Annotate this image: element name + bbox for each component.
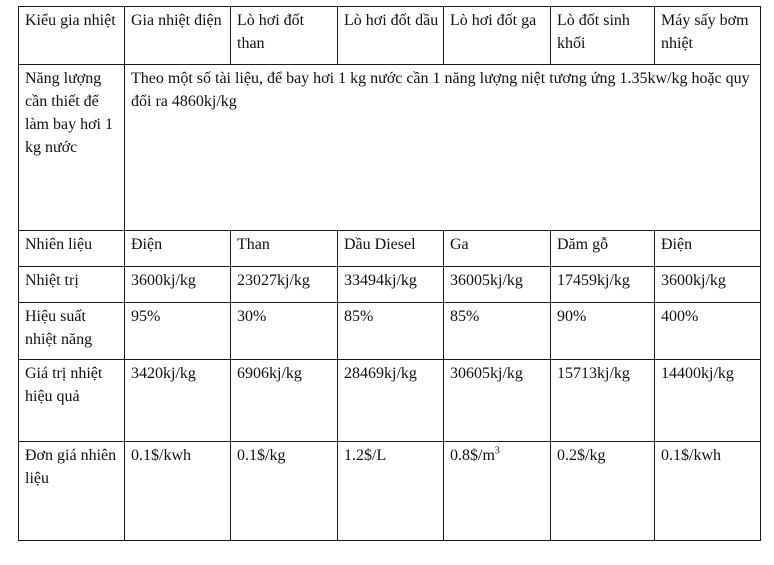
- table-cell: 15713kj/kg: [551, 360, 655, 442]
- row-label-effective-heat: Giá trị nhiệt hiệu quả: [19, 360, 125, 442]
- table-cell: Than: [231, 231, 338, 267]
- table-cell: 3600kj/kg: [125, 267, 231, 303]
- header-cell-coal-boiler: Lò hơi đốt than: [231, 7, 338, 65]
- table-cell: 0.1$/kwh: [655, 442, 761, 541]
- row-label-heating-value: Nhiệt trị: [19, 267, 125, 303]
- table-cell: 3420kj/kg: [125, 360, 231, 442]
- table-cell: 14400kj/kg: [655, 360, 761, 442]
- row-label-fuel: Nhiên liệu: [19, 231, 125, 267]
- gas-price-value: 0.8$/m: [450, 447, 495, 464]
- table-cell: 85%: [338, 303, 444, 360]
- table-cell: 400%: [655, 303, 761, 360]
- row-label-energy-required: Năng lượng cần thiết để làm bay hơi 1 kg nước: [19, 65, 125, 231]
- table-row-fuel: [19, 231, 761, 267]
- table-cell: Ga: [444, 231, 551, 267]
- table-cell: 0.1$/kg: [231, 442, 338, 541]
- header-cell-electric: Gia nhiệt điện: [125, 7, 231, 65]
- table-header-row: [19, 7, 761, 65]
- header-cell-heat-pump: Máy sấy bơm nhiệt: [655, 7, 761, 65]
- table-cell: Dăm gỗ: [551, 231, 655, 267]
- table-cell: [444, 442, 551, 541]
- row-label-fuel-price: Đơn giá nhiên liệu: [19, 442, 125, 541]
- gas-price-unit-exponent: 3: [494, 445, 500, 457]
- table-row-thermal-efficiency: [19, 303, 761, 360]
- table-cell: 33494kj/kg: [338, 267, 444, 303]
- table-cell: 0.2$/kg: [551, 442, 655, 541]
- table-cell: 85%: [444, 303, 551, 360]
- table-row-heating-value: [19, 267, 761, 303]
- table-row-effective-heat: [19, 360, 761, 442]
- header-cell-biomass: Lò đốt sinh khối: [551, 7, 655, 65]
- header-cell-oil-boiler: Lò hơi đốt dầu: [338, 7, 444, 65]
- table-cell: 3600kj/kg: [655, 267, 761, 303]
- heating-comparison-table: [18, 6, 761, 541]
- energy-required-note: Theo một số tài liệu, để bay hơi 1 kg nước cần 1 năng lượng niệt tương ứng 1.35kw/kg hoặc quy đổi ra 4860kj/kg: [125, 65, 761, 231]
- table-cell: Dầu Diesel: [338, 231, 444, 267]
- table-cell: 1.2$/L: [338, 442, 444, 541]
- table-row-energy-required: [19, 65, 761, 231]
- table-cell: Điện: [125, 231, 231, 267]
- header-cell-gas-boiler: Lò hơi đốt ga: [444, 7, 551, 65]
- row-label-thermal-efficiency: Hiệu suất nhiệt năng: [19, 303, 125, 360]
- table-cell: 23027kj/kg: [231, 267, 338, 303]
- table-row-fuel-price: [19, 442, 761, 541]
- table-cell: 6906kj/kg: [231, 360, 338, 442]
- table-cell: 30605kj/kg: [444, 360, 551, 442]
- table-cell: 30%: [231, 303, 338, 360]
- table-cell: 17459kj/kg: [551, 267, 655, 303]
- header-cell-heating-type: Kiểu gia nhiệt: [19, 7, 125, 65]
- table-cell: 36005kj/kg: [444, 267, 551, 303]
- table-cell: 95%: [125, 303, 231, 360]
- table-cell: Điện: [655, 231, 761, 267]
- table-cell: 28469kj/kg: [338, 360, 444, 442]
- table-cell: 0.1$/kwh: [125, 442, 231, 541]
- table-cell: 90%: [551, 303, 655, 360]
